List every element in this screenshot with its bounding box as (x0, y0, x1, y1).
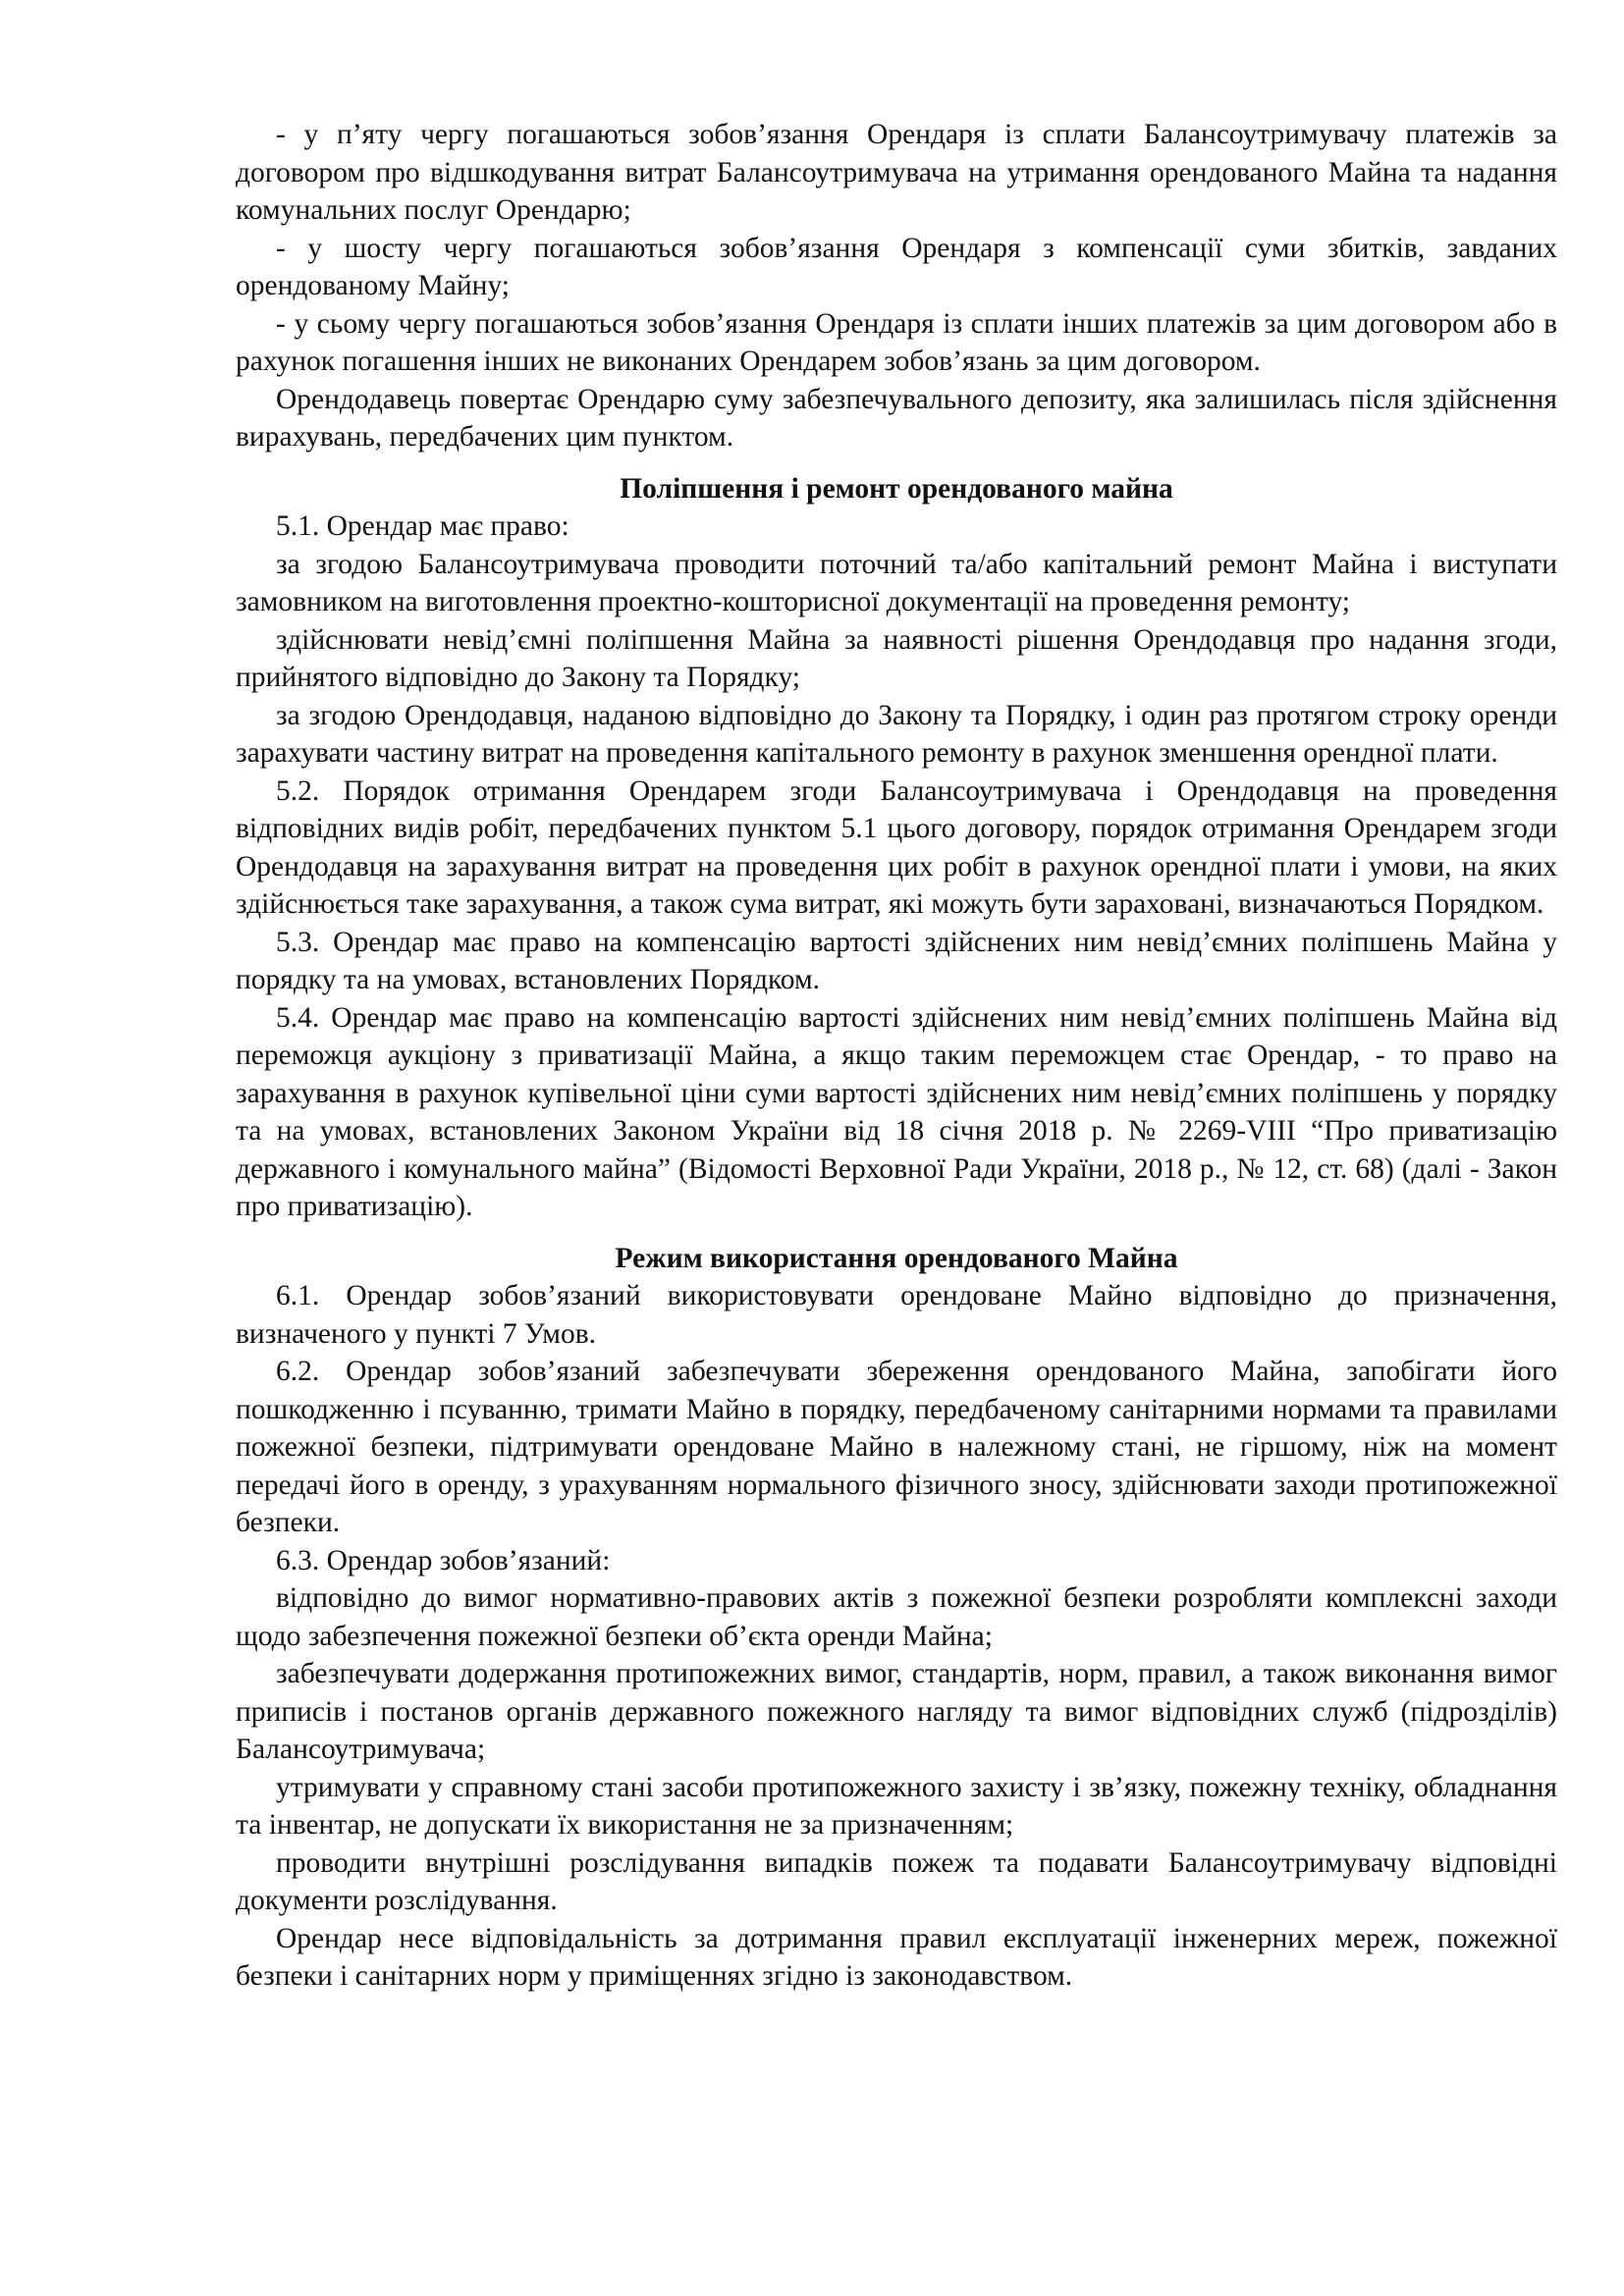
paragraph-6-3-b: забезпечувати додержання протипожежних вимог, стандартів, норм, правил, а також виконання вимог приписів і постанов органів державного пожежного нагляду та вимог відповідних служб (підрозділів) Балансоутримувача; (236, 1658, 1557, 1765)
paragraph-6-3-a: відповідно до вимог нормативно-правових актів з пожежної безпеки розробляти комплексні заходи щодо забезпечення пожежної безпеки об’єкта оренди Майна; (236, 1582, 1557, 1652)
paragraph-5-2: 5.2. Порядок отримання Орендарем згоди Балансоутримувача і Орендодавця на проведення відповідних видів робіт, передбачених пунктом 5.1 цього договору, порядок отримання Орендарем згоди Орендодавця на зарахування витрат на проведення цих робіт в рахунок орендної плати і умови, на яких здійснюється таке зарахування, а також сума витрат, які можуть бути зараховані, визначаються Порядком. (236, 774, 1557, 920)
paragraph-6-3-c: утримувати у справному стані засоби протипожежного захисту і зв’язку, пожежну техніку, обладнання та інвентар, не допускати їх використання не за призначенням; (236, 1771, 1557, 1841)
paragraph-5-1-b: здійснювати невід’ємні поліпшення Майна за наявності рішення Орендодавця про надання згоди, прийнятого відповідно до Закону та Порядку; (236, 623, 1557, 693)
paragraph-5-1-c: за згодою Орендодавця, наданою відповідно до Закону та Порядку, і один раз протягом строку оренди зарахувати частину витрат на проведення капітального ремонту в рахунок зменшення орендної плати. (236, 699, 1557, 769)
document-page (236, 116, 1557, 1996)
paragraph-sixth-priority: - у шосту чергу погашаються зобов’язання Орендаря з компенсації суми збитків, завданих орендованому Майну; (236, 232, 1557, 301)
section-heading-usage: Режим використання орендованого Майна (615, 1242, 1178, 1274)
paragraph-seventh-priority: - у сьому чергу погашаються зобов’язання Орендаря із сплати інших платежів за цим договором або в рахунок погашення інших не виконаних Орендарем зобов’язань за цим договором. (236, 307, 1557, 377)
paragraph-deposit-return: Орендодавець повертає Орендарю суму забезпечувального депозиту, яка залишилась після здійснення вирахувань, передбачених цим пунктом. (236, 383, 1557, 453)
paragraph-fifth-priority: - у п’яту чергу погашаються зобов’язання Орендаря із сплати Балансоутримувачу платежів за договором про відшкодування витрат Балансоутримувача на утримання орендованого Майна та надання комунальних послуг Орендарю; (236, 119, 1557, 226)
paragraph-6-1: 6.1. Орендар зобов’язаний використовувати орендоване Майно відповідно до призначення, визначеного у пункті 7 Умов. (236, 1280, 1557, 1350)
paragraph-6-2: 6.2. Орендар зобов’язаний забезпечувати збереження орендованого Майна, запобігати його пошкодженню і псуванню, тримати Майно в порядку, передбаченому санітарними нормами та правилами пожежної безпеки, підтримувати орендоване Майно в належному стані, не гіршому, ніж на момент передачі його в оренду, з урахуванням нормального фізичного зносу, здійснювати заходи протипожежної безпеки. (236, 1356, 1557, 1538)
section-heading-improvement: Поліпшення і ремонт орендованого майна (620, 472, 1173, 505)
paragraph-5-1-a: за згодою Балансоутримувача проводити поточний та/або капітальний ремонт Майна і виступати замовником на виготовлення проектно-кошторисної документації на проведення ремонту; (236, 548, 1557, 617)
paragraph-5-4: 5.4. Орендар має право на компенсацію вартості здійснених ним невід’ємних поліпшень Майна від переможця аукціону з приватизації Майна, а якщо таким переможцем стає Орендар, - то право на зарахування в рахунок купівельної ціни суми вартості здійснених ним невід’ємних поліпшень у порядку та на умовах, встановлених Законом України від 18 січня 2018 р. № 2269-VIII “Про приватизацію державного і комунального майна” (Відомості Верховної Ради України, 2018 р., № 12, ст. 68) (далі - Закон про приватизацію). (236, 1001, 1557, 1222)
paragraph-6-3: 6.3. Орендар зобов’язаний: (276, 1544, 611, 1576)
paragraph-5-3: 5.3. Орендар має право на компенсацію вартості здійснених ним невід’ємних поліпшень Майна у порядку та на умовах, встановлених Порядком. (236, 926, 1557, 995)
paragraph-5-1: 5.1. Орендар має право: (276, 510, 569, 542)
paragraph-responsibility: Орендар несе відповідальність за дотримання правил експлуатації інженерних мереж, пожежної безпеки і санітарних норм у приміщеннях згідно із законодавством. (236, 1922, 1557, 1992)
paragraph-6-3-d: проводити внутрішні розслідування випадків пожеж та подавати Балансоутримувачу відповідні документи розслідування. (236, 1846, 1557, 1916)
